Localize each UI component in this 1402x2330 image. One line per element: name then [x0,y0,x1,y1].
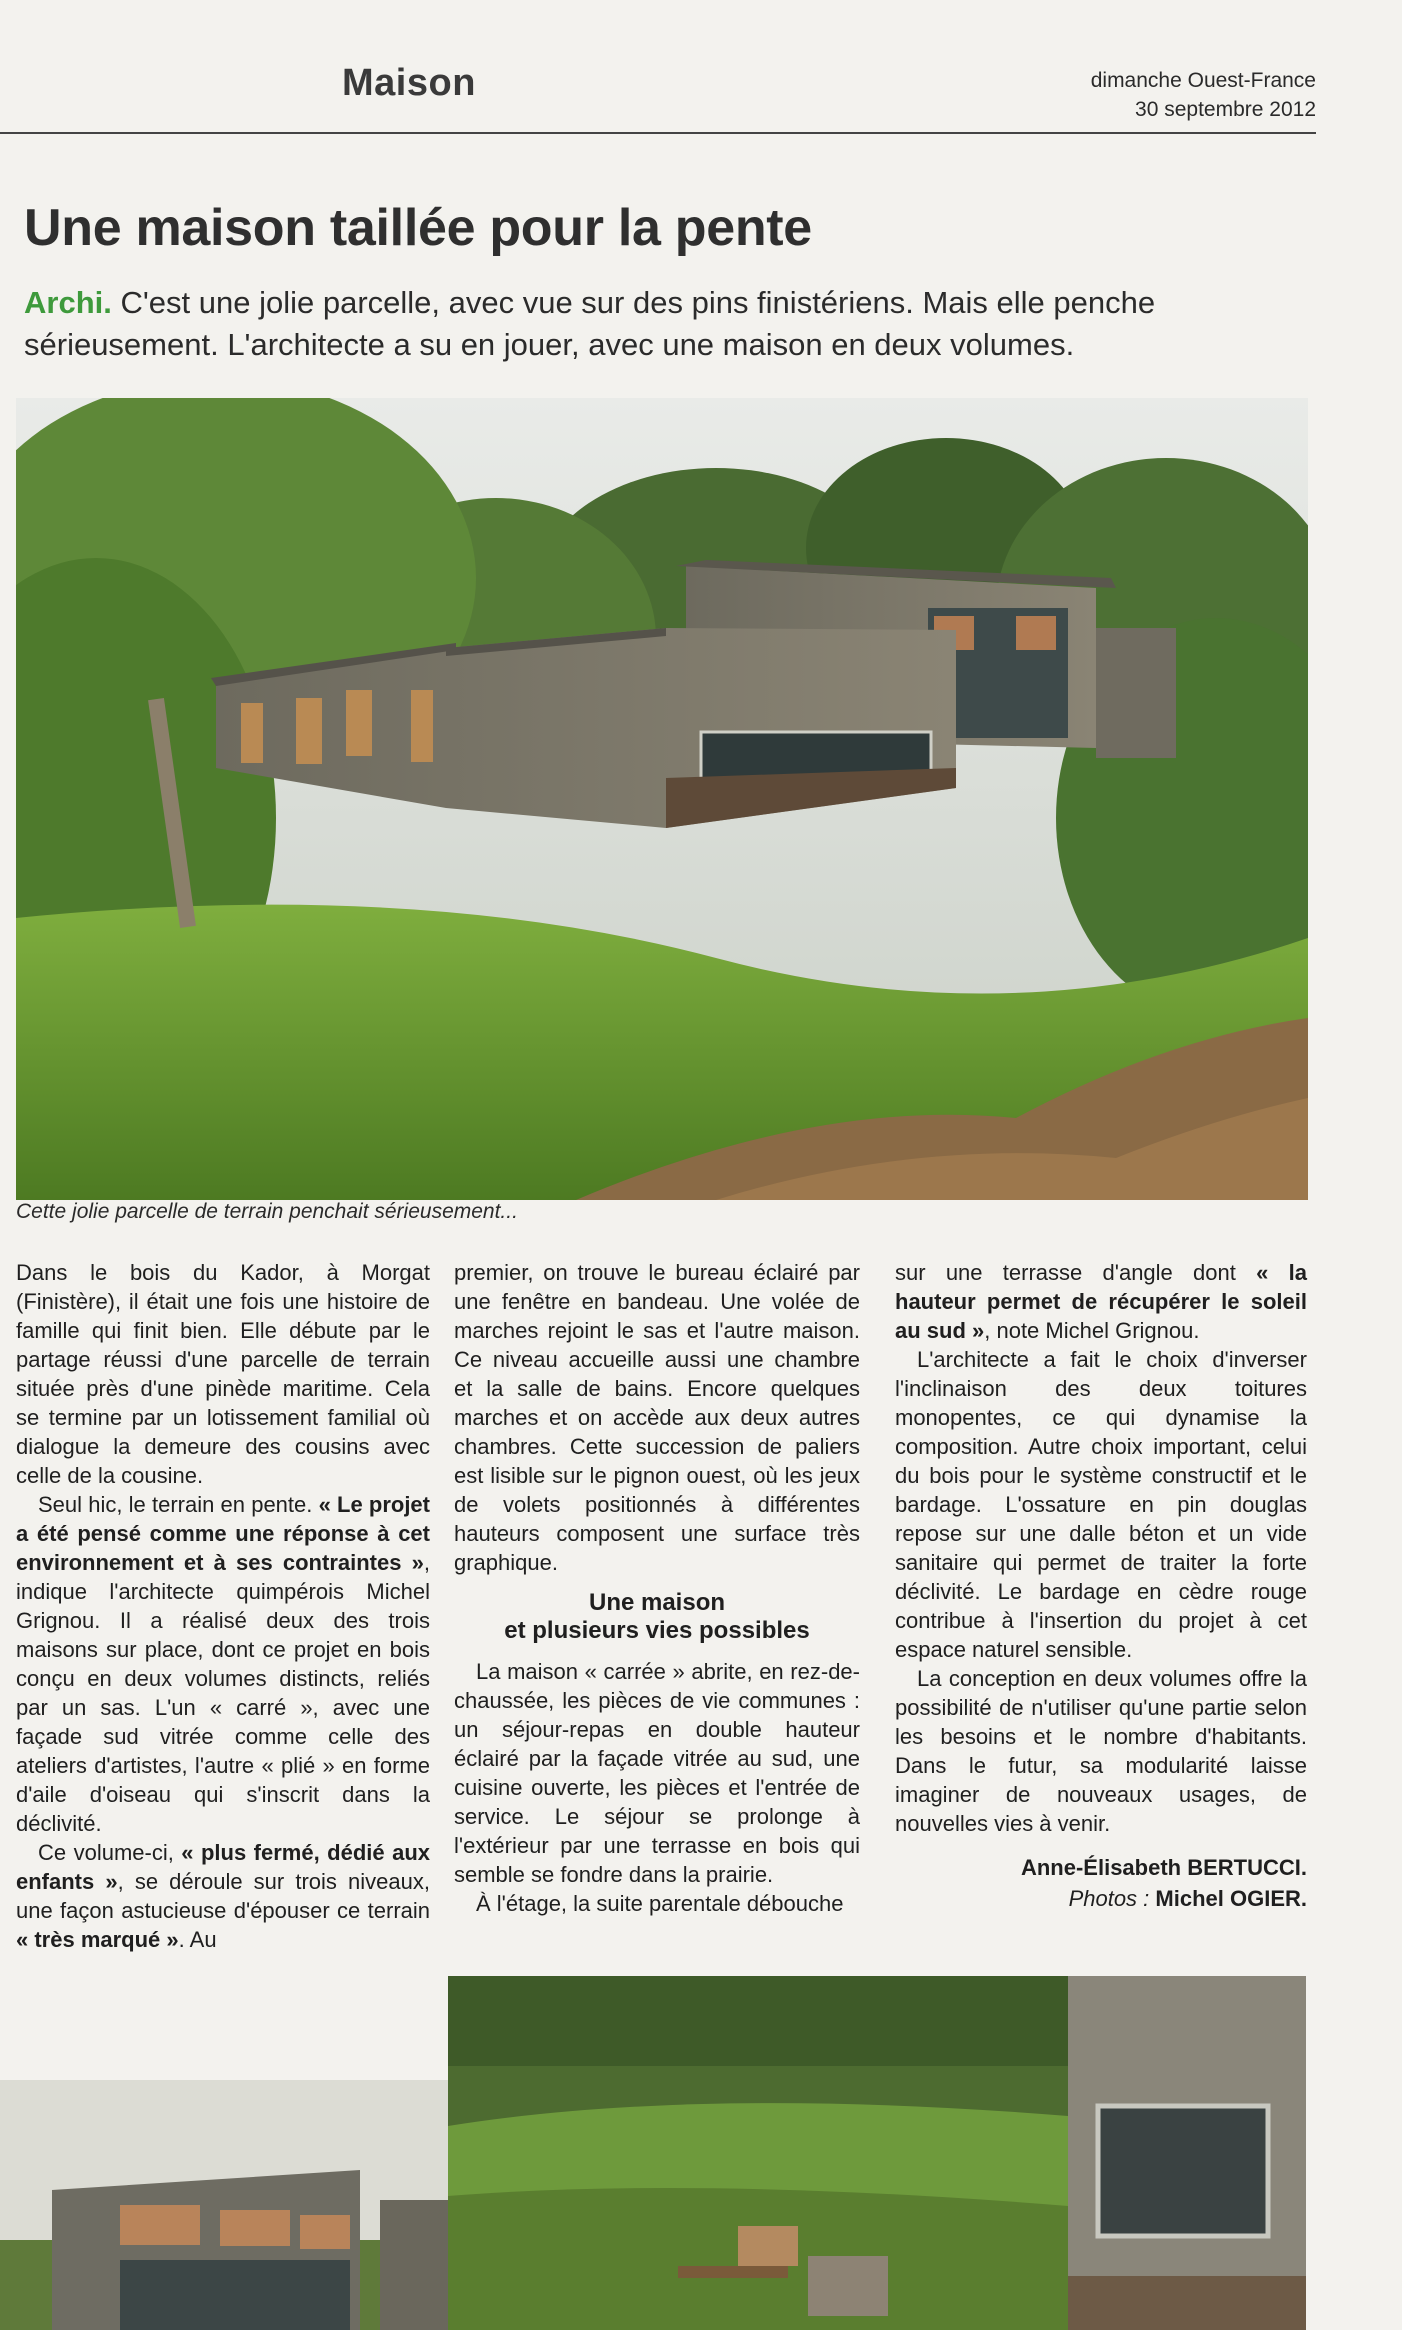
text-run: , se déroule sur trois niveaux, une façon astucieuse d'épouser ce terrain [16,1869,430,1923]
article-column-3 [895,1258,1307,1914]
paragraph: À l'étage, la suite parentale débouche [476,1891,844,1916]
paragraph [16,1838,430,1954]
article-kicker: Archi. [24,285,112,320]
article-standfirst [24,282,1314,366]
publication-info [1091,66,1316,124]
article-headline: Une maison taillée pour la pente [24,199,812,257]
text-run: . Au [178,1927,217,1952]
text-run: Seul hic, le terrain en pente. [38,1492,319,1517]
subheading-line: et plusieurs vies possibles [504,1617,810,1644]
main-house-photo [16,398,1308,1200]
paragraph: La conception en deux volumes offre la possibilité de n'utiliser qu'une partie selon les besoins et le nombre d'habitants. Dans le futur, sa modularité laisse imaginer de nouveaux usages, de nouvelles vies à venir. [895,1666,1307,1836]
garden-terrace-illustration [448,1976,1306,2330]
publication-date: 30 septembre 2012 [1135,98,1316,121]
subheading-line: Une maison [588,1589,726,1616]
paragraph: premier, on trouve le bureau éclairé par une fenêtre en bandeau. Une volée de marches rejoint le sas et l'autre maison. Ce niveau accueille aussi une chambre et la salle de bains. Encore quelques marches et on accède aux deux autres chambres. Cette succession de paliers est lisible sur le pignon ouest, où les jeux de volets positionnés à différentes hauteurs composent une surface très graphique. [454,1260,860,1575]
quote-bold: « la hauteur permet de récupérer le soleil au sud » [895,1260,1307,1343]
text-run: Ce volume-ci, [38,1840,182,1865]
paragraph: La maison « carrée » abrite, en rez-de-chaussée, les pièces de vie communes : un séjour-repas en double hauteur éclairé par la façade vitrée au sud, une cuisine ouverte, les pièces et l'entrée de service. Le séjour se prolonge à l'extérieur par une terrasse en bois qui semble se fondre dans la prairie. [454,1659,860,1887]
photo-credit-label: Photos : [1068,1886,1156,1911]
quote-bold: « très marqué » [16,1927,179,1952]
photo-credit [895,1883,1307,1914]
standfirst-text: C'est une jolie parcelle, avec vue sur des pins finistériens. Mais elle penche sérieusement. L'architecte a su en jouer, avec une maison en deux volumes. [24,285,1156,362]
article-subheading [454,1589,860,1645]
section-title: Maison [342,62,476,104]
photo-caption: Cette jolie parcelle de terrain penchait sérieusement... [16,1200,518,1223]
publication-name: dimanche Ouest-France [1090,69,1316,92]
square-volume-photo [0,2080,448,2330]
article-byline [895,1852,1307,1914]
house-photo-illustration [16,398,1308,1200]
paragraph [16,1490,430,1838]
text-run: , note Michel Grignou. [984,1318,1200,1343]
paragraph: L'architecte a fait le choix d'inverser l'inclinaison des deux toitures monopentes, ce qui dynamise la composition. Autre choix important, celui du bois pour le système constructif et le bardage. L'ossature en pin douglas repose sur une dalle béton et un vide sanitaire qui permet de traiter la forte déclivité. Le bardage en cèdre rouge contribue à l'insertion du projet à cet espace naturel sensible. [895,1347,1307,1662]
article-column-2 [454,1258,860,1918]
paragraph: Dans le bois du Kador, à Morgat (Finistère), il était une fois une histoire de famille qui finit bien. Elle débute par le partage réussi d'une parcelle de terrain située près d'une pinède maritime. Cela se termine par un lotissement familial où dialogue la demeure des cousins avec celle de la cousine. [16,1260,430,1488]
text-run: , indique l'architecte quimpérois Michel Grignou. Il a réalisé deux des trois maisons sur place, dont ce projet en bois conçu en deux volumes distincts, reliés par un sas. L'un « carré », avec une façade sud vitrée comme celle des ateliers d'artistes, l'autre « plié » en forme d'aile d'oiseau qui s'inscrit dans la déclivité. [16,1550,430,1836]
quote-bold: « Le projet a été pensé comme une réponse à cet environnement et à ses contraintes » [16,1492,430,1575]
author-name: Anne-Élisabeth BERTUCCI. [1020,1855,1307,1880]
square-volume-illustration [0,2080,448,2330]
article-column-1 [16,1258,430,1954]
quote-bold: « plus fermé, dédié aux enfants » [16,1840,431,1894]
header-rule [0,132,1316,134]
paragraph [895,1258,1307,1345]
photographer-name: Michel OGIER. [1155,1886,1307,1911]
text-run: sur une terrasse d'angle dont [895,1260,1257,1285]
garden-terrace-photo [448,1976,1306,2330]
